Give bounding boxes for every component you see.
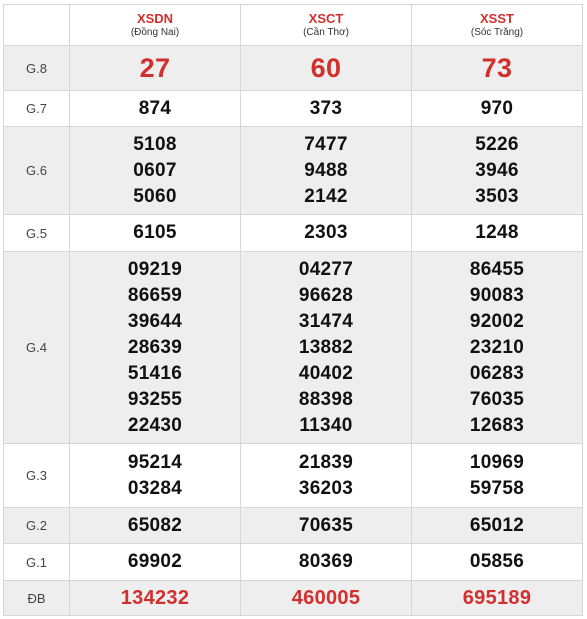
- lottery-results-table: [3, 4, 583, 616]
- prize-number: 88398: [298, 388, 354, 410]
- prize-cell: [70, 444, 241, 508]
- prize-number: 69902: [127, 551, 183, 572]
- prize-row-g1: [4, 544, 583, 581]
- prize-number: 92002: [469, 310, 525, 332]
- prize-cell: [70, 127, 241, 215]
- prize-number: 3503: [475, 185, 519, 207]
- prize-number: 13882: [298, 336, 354, 358]
- prize-label: G.7: [4, 91, 70, 127]
- province-name: (Đồng Nai): [130, 27, 180, 38]
- prize-number: 1248: [475, 222, 519, 243]
- prize-number: 0607: [133, 159, 177, 181]
- prize-label: G.4: [4, 252, 70, 444]
- prize-label: ĐB: [4, 581, 70, 616]
- prize-number: 21839: [298, 451, 354, 473]
- prize-label: G.1: [4, 544, 70, 581]
- prize-cell: [241, 544, 412, 581]
- prize-number: 23210: [469, 336, 525, 358]
- prize-cell: [241, 215, 412, 252]
- prize-cell: [241, 91, 412, 127]
- prize-label: G.2: [4, 508, 70, 544]
- prize-number: 36203: [298, 477, 354, 499]
- prize-number: 11340: [299, 414, 353, 436]
- prize-label: G.5: [4, 215, 70, 252]
- prize-cell: [70, 215, 241, 252]
- prize-cell: [241, 581, 412, 616]
- prize-cell: [412, 127, 583, 215]
- prize-number: 40402: [298, 362, 354, 384]
- prize-number: 970: [480, 97, 514, 119]
- prize-row-g8: [4, 46, 583, 91]
- prize-number: 04277: [298, 258, 354, 280]
- prize-number: 10969: [469, 451, 525, 473]
- prize-number: 90083: [469, 284, 525, 306]
- prize-row-g6: [4, 127, 583, 215]
- prize-number: 134232: [120, 587, 190, 609]
- prize-row-g2: [4, 508, 583, 544]
- province-code[interactable]: XSCT: [308, 11, 344, 26]
- prize-row-g3: [4, 444, 583, 508]
- province-header-can-tho[interactable]: [241, 5, 412, 46]
- prize-cell: [412, 544, 583, 581]
- prize-cell: [241, 508, 412, 544]
- prize-number: 460005: [291, 587, 361, 609]
- province-header-soc-trang[interactable]: [412, 5, 583, 46]
- prize-cell: [70, 581, 241, 616]
- prize-row-db: [4, 581, 583, 616]
- prize-number: 3946: [475, 159, 519, 181]
- prize-number: 27: [139, 53, 171, 83]
- prize-number: 65082: [127, 514, 183, 536]
- prize-number: 70635: [298, 514, 354, 536]
- header-empty-cell: [4, 5, 70, 46]
- prize-number: 86659: [127, 284, 183, 306]
- prize-row-g7: [4, 91, 583, 127]
- prize-label: G.3: [4, 444, 70, 508]
- prize-number: 31474: [298, 310, 354, 332]
- province-name: (Cần Thơ): [303, 27, 349, 38]
- prize-label: G.6: [4, 127, 70, 215]
- prize-number: 51416: [127, 362, 183, 384]
- prize-cell: [412, 444, 583, 508]
- prize-number: 22430: [127, 414, 183, 436]
- prize-number: 95214: [127, 451, 183, 473]
- prize-number: 5108: [133, 133, 177, 155]
- prize-number: 5060: [133, 185, 177, 207]
- prize-cell: [70, 544, 241, 581]
- prize-cell: [70, 46, 241, 91]
- header-row: [4, 5, 583, 46]
- prize-number: 76035: [469, 388, 525, 410]
- prize-cell: [412, 252, 583, 444]
- prize-number: 60: [310, 53, 342, 83]
- prize-number: 695189: [462, 587, 532, 609]
- prize-cell: [412, 508, 583, 544]
- prize-cell: [412, 46, 583, 91]
- prize-number: 6105: [133, 222, 177, 243]
- prize-number: 93255: [127, 388, 183, 410]
- province-name: (Sóc Trăng): [470, 27, 524, 38]
- prize-number: 373: [309, 97, 343, 119]
- province-code[interactable]: XSST: [480, 11, 514, 26]
- prize-number: 28639: [127, 336, 183, 358]
- prize-cell: [241, 252, 412, 444]
- prize-number: 59758: [469, 477, 525, 499]
- prize-cell: [412, 581, 583, 616]
- prize-number: 86455: [469, 258, 525, 280]
- prize-number: 874: [138, 97, 172, 119]
- prize-number: 2303: [304, 222, 348, 243]
- prize-cell: [412, 91, 583, 127]
- prize-label: G.8: [4, 46, 70, 91]
- prize-number: 7477: [304, 133, 348, 155]
- prize-cell: [241, 444, 412, 508]
- prize-row-g4: [4, 252, 583, 444]
- prize-cell: [241, 46, 412, 91]
- prize-number: 96628: [298, 284, 354, 306]
- prize-number: 03284: [127, 477, 183, 499]
- prize-row-g5: [4, 215, 583, 252]
- prize-number: 73: [481, 53, 513, 83]
- prize-cell: [70, 508, 241, 544]
- prize-number: 39644: [127, 310, 183, 332]
- prize-number: 06283: [469, 362, 525, 384]
- prize-number: 80369: [298, 551, 354, 572]
- prize-number: 2142: [304, 185, 348, 207]
- prize-number: 12683: [469, 414, 525, 436]
- prize-number: 05856: [469, 551, 525, 572]
- prize-number: 65012: [469, 514, 525, 536]
- prize-number: 5226: [475, 133, 519, 155]
- prize-cell: [241, 127, 412, 215]
- prize-cell: [70, 91, 241, 127]
- prize-cell: [70, 252, 241, 444]
- prize-cell: [412, 215, 583, 252]
- prize-rows: [4, 46, 583, 616]
- province-code[interactable]: XSDN: [136, 11, 174, 26]
- prize-number: 09219: [127, 258, 183, 280]
- prize-number: 9488: [304, 159, 348, 181]
- province-header-dong-nai[interactable]: [70, 5, 241, 46]
